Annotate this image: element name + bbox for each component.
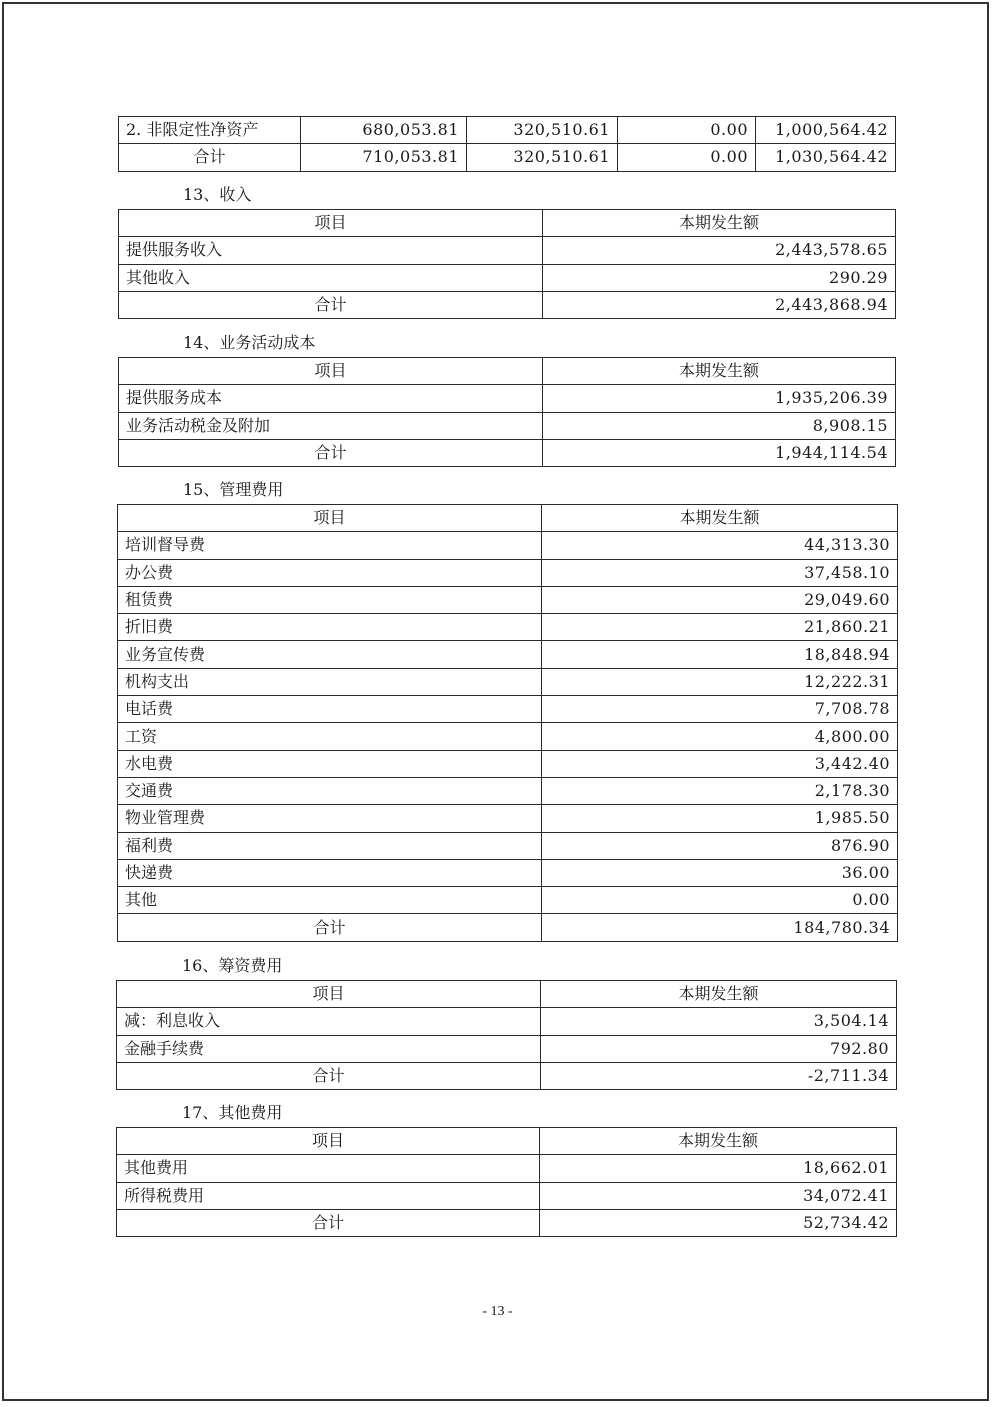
table-header-row	[117, 981, 897, 1008]
row-amount: 1,935,206.39	[543, 385, 896, 412]
table-row	[118, 559, 898, 586]
table-row	[119, 237, 896, 264]
row-item: 租赁费	[118, 586, 542, 613]
column-header-item: 项目	[117, 1128, 540, 1155]
row-amount: 290.29	[543, 264, 896, 291]
net-assets-table	[118, 116, 896, 172]
net-assets-value: 0.00	[618, 117, 756, 144]
table-row	[119, 144, 896, 171]
row-amount: 34,072.41	[540, 1182, 897, 1209]
total-label: 合计	[117, 1062, 541, 1089]
net-assets-value: 320,510.61	[467, 117, 618, 144]
row-amount: 3,504.14	[541, 1008, 897, 1035]
row-amount: 792.80	[541, 1035, 897, 1062]
table-row	[118, 750, 898, 777]
net-assets-value: 320,510.61	[467, 144, 618, 171]
column-header-amount: 本期发生额	[540, 1128, 897, 1155]
total-label: 合计	[118, 914, 542, 941]
section-heading-other-expense: 17、其他费用	[182, 1103, 283, 1122]
column-header-amount: 本期发生额	[542, 505, 898, 532]
row-item: 物业管理费	[118, 805, 542, 832]
row-item: 业务宣传费	[118, 641, 542, 668]
section-heading-business-cost: 14、业务活动成本	[183, 333, 316, 352]
row-amount: 2,178.30	[542, 777, 898, 804]
column-header-item: 项目	[119, 358, 543, 385]
section-heading-admin-expense: 15、管理费用	[183, 480, 284, 499]
row-item: 培训督导费	[118, 532, 542, 559]
row-item: 金融手续费	[117, 1035, 541, 1062]
row-amount: 2,443,578.65	[543, 237, 896, 264]
table-total-row	[119, 291, 896, 318]
table-row	[117, 1155, 897, 1182]
total-amount: 52,734.42	[540, 1209, 897, 1236]
column-header-item: 项目	[119, 210, 543, 237]
row-amount: 12,222.31	[542, 668, 898, 695]
table-row	[119, 412, 896, 439]
table-total-row	[117, 1209, 897, 1236]
table-row	[118, 859, 898, 886]
row-item: 其他	[118, 887, 542, 914]
total-amount: 1,944,114.54	[543, 439, 896, 466]
row-item: 提供服务成本	[119, 385, 543, 412]
row-amount: 8,908.15	[543, 412, 896, 439]
table-header-row	[117, 1128, 897, 1155]
table-row	[118, 641, 898, 668]
total-amount: 2,443,868.94	[543, 291, 896, 318]
table-row	[118, 887, 898, 914]
row-item: 其他费用	[117, 1155, 540, 1182]
row-amount: 7,708.78	[542, 696, 898, 723]
row-item: 工资	[118, 723, 542, 750]
row-amount: 29,049.60	[542, 586, 898, 613]
row-amount: 3,442.40	[542, 750, 898, 777]
row-item: 提供服务收入	[119, 237, 543, 264]
net-assets-value: 1,000,564.42	[756, 117, 896, 144]
table-row	[118, 668, 898, 695]
section-heading-financing-expense: 16、筹资费用	[182, 956, 283, 975]
table-row	[119, 264, 896, 291]
table-row	[118, 696, 898, 723]
row-amount: 18,848.94	[542, 641, 898, 668]
table-row	[118, 586, 898, 613]
net-assets-value: 1,030,564.42	[756, 144, 896, 171]
column-header-amount: 本期发生额	[543, 358, 896, 385]
row-amount: 0.00	[542, 887, 898, 914]
income-table	[118, 209, 896, 319]
row-amount: 37,458.10	[542, 559, 898, 586]
row-item: 交通费	[118, 777, 542, 804]
table-row	[118, 832, 898, 859]
net-assets-total-label: 合计	[119, 144, 301, 171]
row-amount: 21,860.21	[542, 614, 898, 641]
column-header-amount: 本期发生额	[543, 210, 896, 237]
table-row	[118, 532, 898, 559]
row-item: 业务活动税金及附加	[119, 412, 543, 439]
admin-expense-table	[117, 504, 898, 942]
table-row	[117, 1035, 897, 1062]
total-label: 合计	[119, 439, 543, 466]
row-item: 折旧费	[118, 614, 542, 641]
column-header-item: 项目	[118, 505, 542, 532]
page-number: - 13 -	[482, 1304, 513, 1319]
section-heading-income: 13、收入	[183, 185, 252, 204]
business-cost-table	[118, 357, 896, 467]
table-header-row	[119, 358, 896, 385]
total-label: 合计	[117, 1209, 540, 1236]
row-item: 快递费	[118, 859, 542, 886]
total-amount: -2,711.34	[541, 1062, 897, 1089]
net-assets-value: 0.00	[618, 144, 756, 171]
net-assets-value: 680,053.81	[301, 117, 467, 144]
row-item: 电话费	[118, 696, 542, 723]
total-label: 合计	[119, 291, 543, 318]
table-row	[118, 805, 898, 832]
table-row	[117, 1182, 897, 1209]
column-header-amount: 本期发生额	[541, 981, 897, 1008]
financing-expense-table	[116, 980, 897, 1090]
table-header-row	[119, 210, 896, 237]
table-header-row	[118, 505, 898, 532]
row-amount: 18,662.01	[540, 1155, 897, 1182]
net-assets-item: 2. 非限定性净资产	[119, 117, 301, 144]
row-item: 办公费	[118, 559, 542, 586]
table-row	[118, 723, 898, 750]
table-total-row	[119, 439, 896, 466]
table-total-row	[118, 914, 898, 941]
row-amount: 44,313.30	[542, 532, 898, 559]
row-item: 机构支出	[118, 668, 542, 695]
row-item: 减：利息收入	[117, 1008, 541, 1035]
net-assets-value: 710,053.81	[301, 144, 467, 171]
row-amount: 1,985.50	[542, 805, 898, 832]
table-row	[119, 117, 896, 144]
row-amount: 36.00	[542, 859, 898, 886]
table-row	[118, 614, 898, 641]
table-row	[118, 777, 898, 804]
total-amount: 184,780.34	[542, 914, 898, 941]
row-amount: 876.90	[542, 832, 898, 859]
row-item: 其他收入	[119, 264, 543, 291]
other-expense-table	[116, 1127, 897, 1237]
row-amount: 4,800.00	[542, 723, 898, 750]
table-row	[119, 385, 896, 412]
table-total-row	[117, 1062, 897, 1089]
column-header-item: 项目	[117, 981, 541, 1008]
table-row	[117, 1008, 897, 1035]
row-item: 所得税费用	[117, 1182, 540, 1209]
row-item: 福利费	[118, 832, 542, 859]
row-item: 水电费	[118, 750, 542, 777]
